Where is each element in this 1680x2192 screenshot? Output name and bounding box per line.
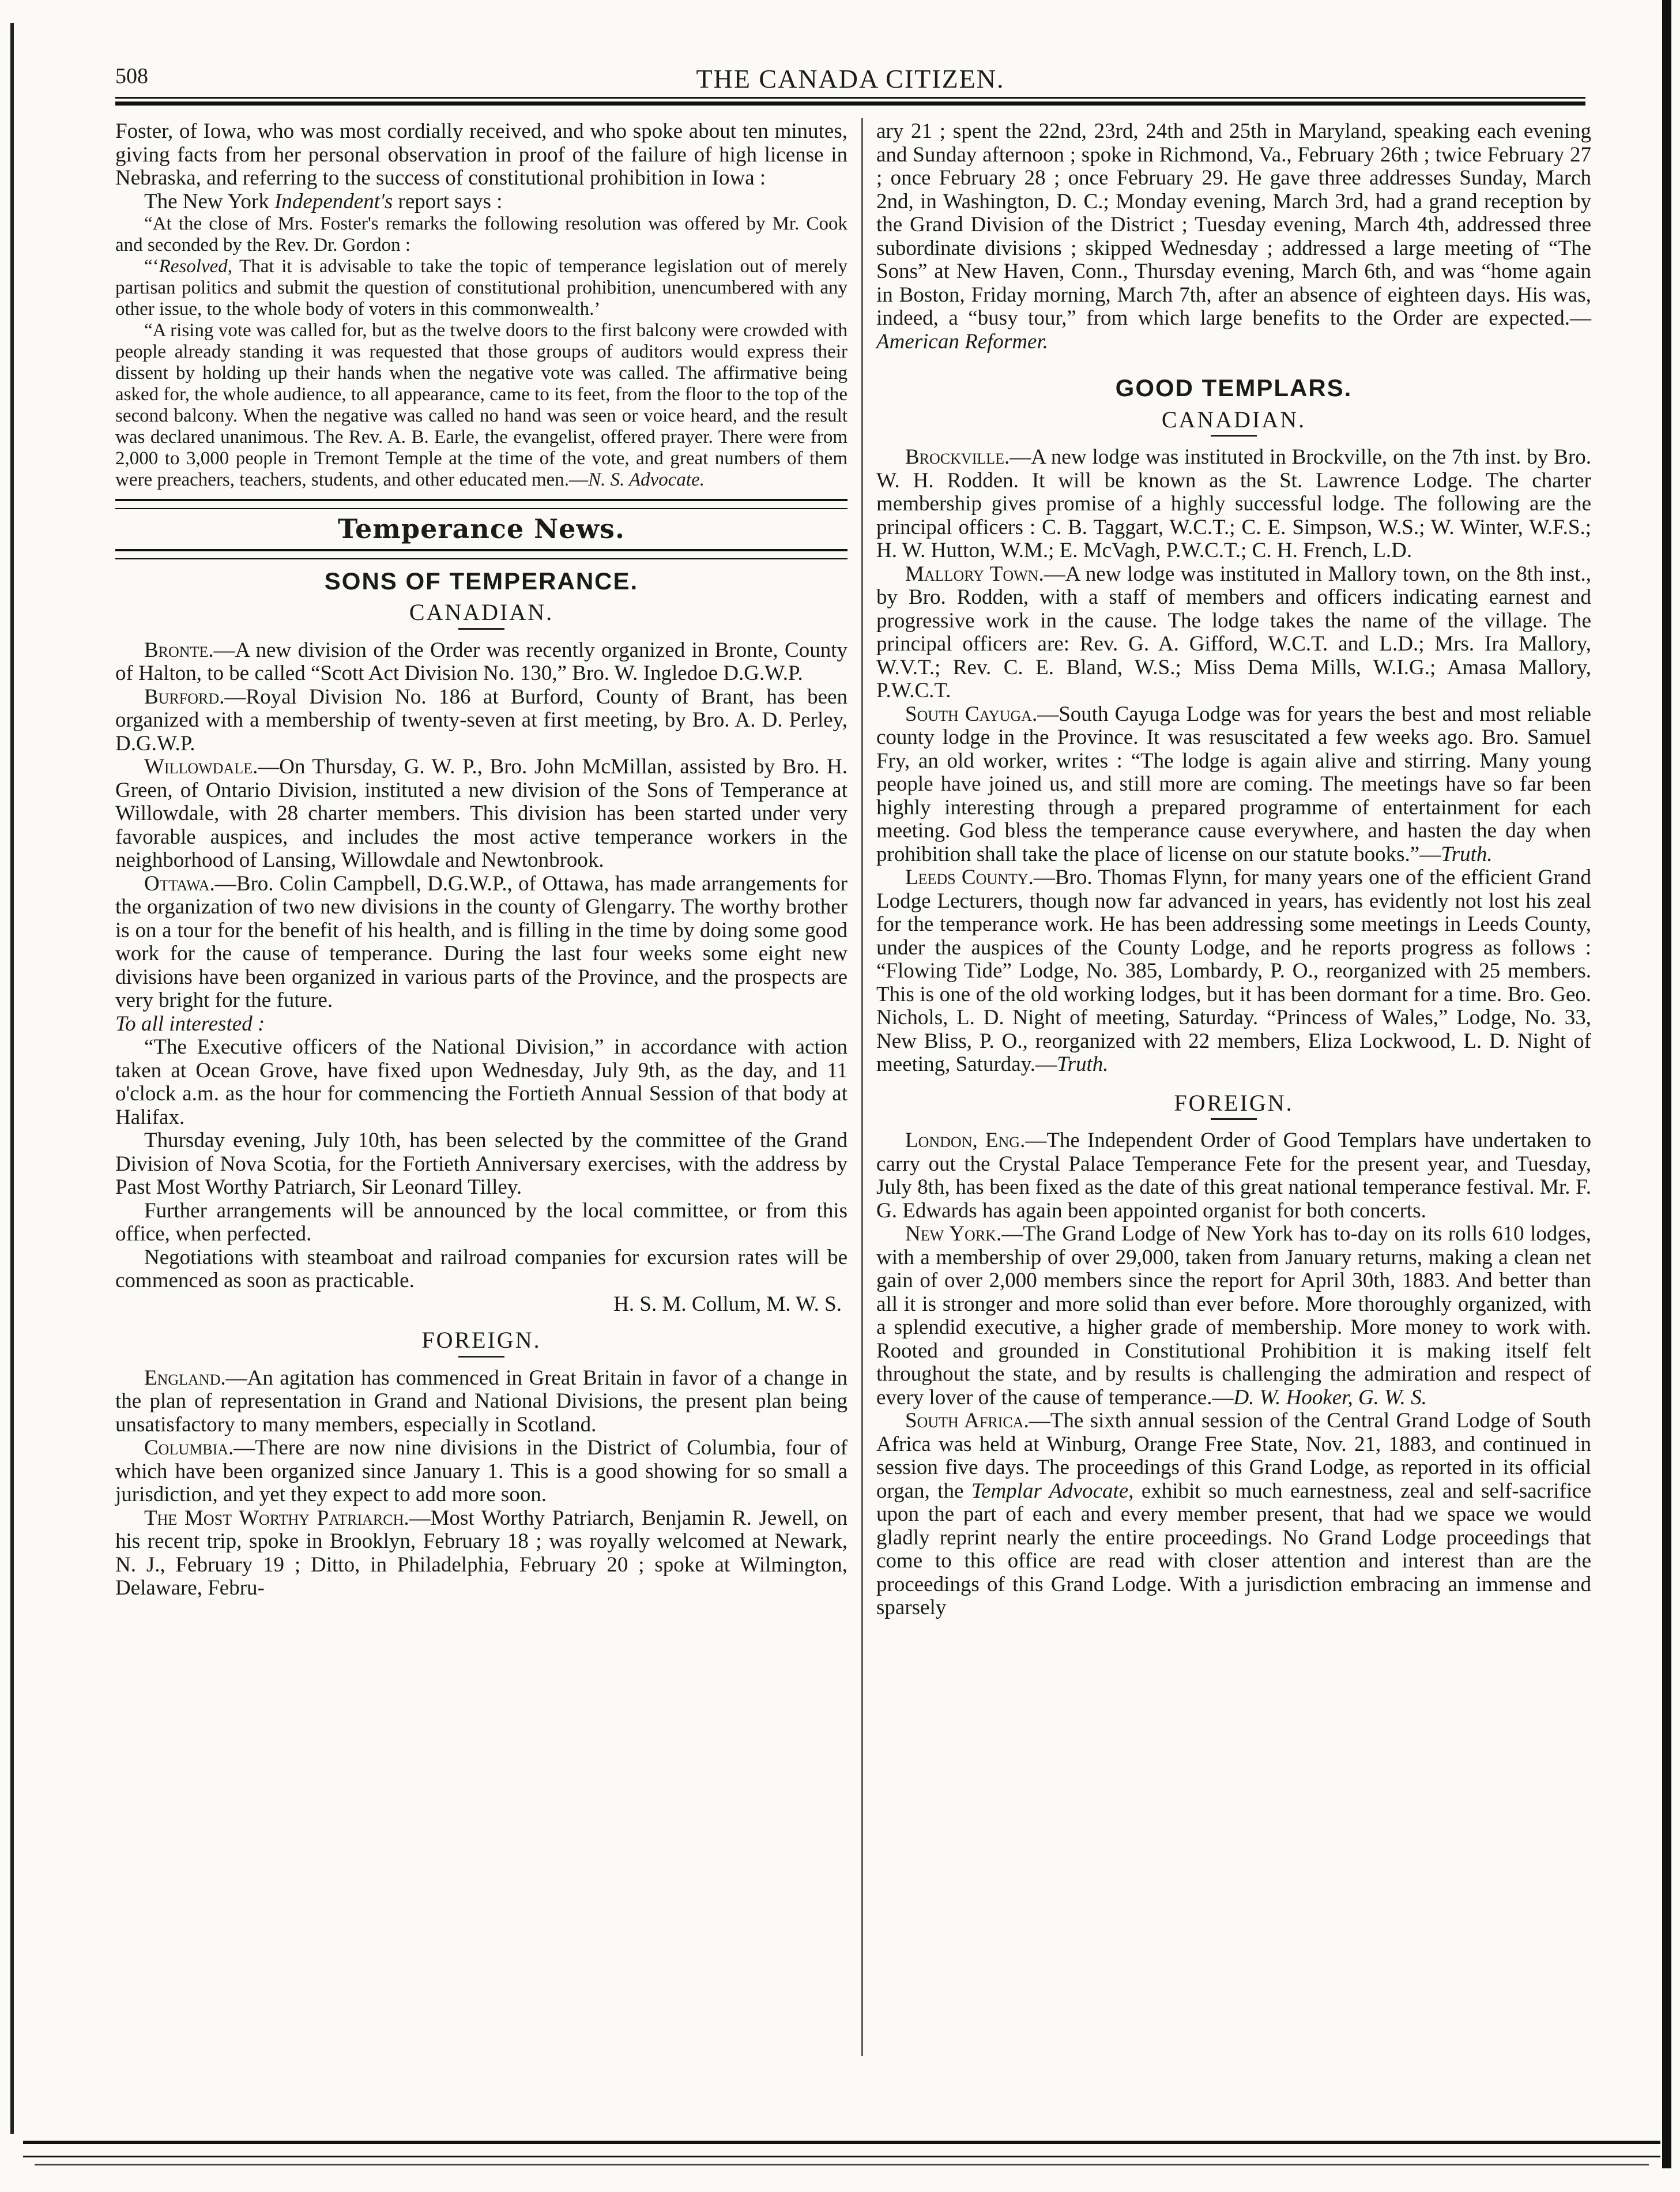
notice-paragraph: Further arrangements will be announced by the local committee, or from this office, when perfected. — [115, 1198, 847, 1246]
region-heading: FOREIGN. — [421, 1327, 541, 1353]
notice-paragraph: Negotiations with steamboat and railroad companies for excursion rates will be commenced as soon as practicable. — [115, 1245, 847, 1292]
masthead-title: THE CANADA CITIZEN. — [696, 64, 1005, 93]
news-item: South Africa.—The sixth annual session of the Central Grand Lodge of South Africa was held at Winburg, Orange Free State, Nov. 21, 1883, and continued in session five days. The proceedings of this Grand Lodge, as reported in its official organ, the Templar Advocate, exhibit so much earnestness, zeal and self-sacrifice upon the part of each and every member present, that had we space we would gladly reprint nearly the entire proceedings. No Grand Lodge proceedings that come to this office are read with closer attention and interest than are the proceedings of this Grand Lodge. With a jurisdiction embracing an immense and sparsely — [876, 1409, 1592, 1619]
page-number: 508 — [115, 64, 148, 88]
header-rule-thick — [115, 101, 1585, 106]
news-item: Mallory Town.—A new lodge was instituted in Mallory town, on the 8th inst., by Bro. Rodden, with a staff of members and officers indicating earnest and progressive work in the cause. The lodge takes the name of the village. The principal officers are: Rev. G. A. Gifford, W.C.T. and L.D.; Mrs. Ira Mallory, W.V.T.; Rev. C. E. Bland, W.S.; Miss Dema Mills, W.I.G.; Amasa Mallory, P.W.C.T. — [876, 562, 1591, 702]
region-heading: CANADIAN. — [1161, 406, 1306, 433]
news-item: The Most Worthy Patriarch.—Most Worthy Patriarch, Benjamin R. Jewell, on his recent trip, spoke in Brooklyn, February 18 ; was royally welcomed at Newark, N. J., February 19 ; Ditto, in Philadelphia, February 20 ; spoke at Wilmington, Delaware, Febru- — [115, 1506, 847, 1600]
news-item: Bronte.—A new division of the Order was recently organized in Bronte, County of Halton, to be called “Scott Act Division No. 130,” Bro. W. Ingledoe D.G.W.P. — [115, 638, 847, 685]
subsection-heading: GOOD TEMPLARS. — [1115, 374, 1353, 401]
region-heading: FOREIGN. — [1174, 1089, 1294, 1116]
article-paragraph: Foster, of Iowa, who was most cordially received, and who spoke about ten minutes, giving facts from her personal observation in proof of the failure of high license in Nebraska, and referring to the success of constitutional prohibition in Iowa : — [115, 119, 847, 190]
article-paragraph: The New York Independent's report says : — [144, 189, 503, 213]
news-item: England.—An agitation has commenced in Great Britain in favor of a change in the plan of representation in Grand and National Divisions, the present plan being unsatisfactory to many members, especially in Scotland. — [115, 1366, 847, 1437]
left-column — [115, 120, 847, 1600]
region-heading: CANADIAN. — [409, 599, 554, 625]
news-item: Leeds County.—Bro. Thomas Flynn, for many years one of the efficient Grand Lodge Lecturers, though now far advanced in years, has evidently not lost his zeal for the temperance work. He has been addressing some meetings in Leeds County, under the auspices of the County Lodge, and he reports progress as follows : “Flowing Tide” Lodge, No. 385, Lombardy, P. O., reorganized with 25 members. This is one of the old working lodges, but it has been dormant for a time. Bro. Geo. Nichols, L. D. Night of meeting, Saturday. “Princess of Wales,” Lodge, No. 33, New Bliss, P. O., reorganized with 22 members, Eliza Lockwood, L. D. Night of meeting, Saturday.—Truth. — [876, 866, 1591, 1076]
news-item: London, Eng.—The Independent Order of Good Templars have undertaken to carry out the Crystal Palace Temperance Fete for the present year, and Tuesday, July 8th, has been fixed as the date of this great national temperance festival. Mr. F. G. Edwards has again been appointed organist for both concerts. — [876, 1129, 1591, 1223]
header-rule — [115, 97, 1585, 99]
section-rule — [115, 549, 847, 559]
notice-paragraph: Thursday evening, July 10th, has been selected by the committee of the Grand Division of Nova Scotia, for the Fortieth Anniversary exercises, with the address by Past Most Worthy Patriarch, Sir Leonard Tilley. — [115, 1129, 847, 1199]
section-rule — [115, 499, 847, 509]
quoted-resolution: “‘Resolved, That it is advisable to take the topic of temperance legislation out of merely partisan politics and submit the question of constitutional prohibition, unencumbered with any other issue, to the whole body of voters in this commonwealth.’ — [115, 256, 847, 319]
news-item-continued: ary 21 ; spent the 22nd, 23rd, 24th and 25th in Maryland, speaking each evening and Sunday afternoon ; spoke in Richmond, Va., February 26th ; twice February 27 ; once February 28 ; once February 29. He gave three addresses Sunday, March 2nd, in Washington, D. C.; Monday evening, March 3rd, had a grand reception by the Grand Division of the District ; Tuesday evening, March 4th, addressed three subordinate divisions ; skipped Wednesday ; addressed a large meeting of “The Sons” at New Haven, Conn., Thursday evening, March 6th, and was “home again in Boston, Friday morning, March 7th, after an absence of eighteen days. His was, indeed, a “busy tour,” from which large benefits to the Order are expected.—American Reformer. — [876, 119, 1591, 354]
footer-rule — [23, 2141, 1660, 2157]
news-item: Brockville.—A new lodge was instituted in Brockville, on the 7th inst. by Bro. W. H. Rodden. It will be known as the St. Lawrence Lodge. The charter membership gives promise of a highly successful lodge. The following are the principal officers : C. B. Taggart, W.C.T.; C. E. Simpson, W.S.; W. Winter, W.F.S.; H. W. Hutton, W.M.; E. McVagh, P.W.C.T.; C. H. French, L.D. — [876, 445, 1591, 562]
column-rule — [861, 118, 863, 2056]
quoted-paragraph: “A rising vote was called for, but as the twelve doors to the first balcony were crowded with people already standing it was requested that those groups of auditors would express their dissent by holding up their hands when the negative vote was called. The affirmative being asked for, the whole audience, to all appearance, came to its feet, from the floor to the top of the second balcony. When the negative was called no hand was seen or voice heard, and the result was declared unanimous. The Rev. A. B. Earle, the evangelist, offered prayer. There were from 2,000 to 3,000 people in Tremont Temple at the time of the vote, and great numbers of them were preachers, teachers, students, and other educated men.—N. S. Advocate. — [115, 320, 847, 490]
heading-rule — [458, 628, 504, 630]
news-item: Ottawa.—Bro. Colin Campbell, D.G.W.P., of Ottawa, has made arrangements for the organization of two new divisions in the county of Glengarry. The worthy brother is on a tour for the benefit of his health, and is filling in the time by doing some good work for the cause of temperance. During the last four weeks some eight new divisions have been organized in various parts of the Province, and the prospects are very bright for the future. — [115, 871, 847, 1012]
signature: H. S. M. Collum, M. W. S. — [613, 1292, 842, 1316]
news-item: Willowdale.—On Thursday, G. W. P., Bro. John McMillan, assisted by Bro. H. Green, of Ontario Division, instituted a new division of the Sons of Temperance at Willowdale, with 28 charter members. This division has been started under very favorable auspices, and includes the most active temperance workers in the neighborhood of Lansing, Willowdale and Newtonbrook. — [115, 755, 847, 872]
news-item: Burford.—Royal Division No. 186 at Burford, County of Brant, has been organized with a membership of twenty-seven at first meeting, by Bro. A. D. Perley, D.G.W.P. — [115, 685, 847, 755]
heading-rule — [458, 1356, 504, 1358]
news-item: Columbia.—There are now nine divisions in the District of Columbia, four of which have been organized since January 1. This is a good showing for so small a jurisdiction, and yet they expect to add more soon. — [115, 1436, 847, 1506]
news-item: New York.—The Grand Lodge of New York has to-day on its rolls 610 lodges, with a membership of over 29,000, taken from January returns, making a clean net gain of over 2,000 members since the report for April 30th, 1883. And better than all it is stronger and more solid than ever before. More thoroughly organized, with a splendid executive, a higher grade of membership. More money to work with. Rooted and grounded in Constitutional Prohibition it is making itself felt throughout the state, and by results is challenging the admiration and respect of every lover of the cause of temperance.—D. W. Hooker, G. W. S. — [876, 1222, 1592, 1409]
subsection-heading: SONS OF TEMPERANCE. — [324, 567, 639, 595]
heading-rule — [1211, 435, 1257, 437]
notice-label: To all interested : — [115, 1012, 265, 1036]
news-item: South Cayuga.—South Cayuga Lodge was for years the best and most reliable county lodge in the Province. It was resuscitated a few weeks ago. Bro. Samuel Fry, an old worker, writes : “The lodge is again alive and stirring. Many young people have joined us, and still more are coming. The meetings have so far been highly interesting through a prepared programme of entertainment for each meeting. God bless the temperance cause everywhere, and hasten the day when prohibition shall take the place of license on our statute books.”—Truth. — [876, 702, 1591, 866]
quoted-paragraph: “At the close of Mrs. Foster's remarks the following resolution was offered by Mr. Cook and seconded by the Rev. Dr. Gordon : — [115, 213, 847, 255]
heading-rule — [1211, 1118, 1257, 1120]
right-column — [876, 120, 1591, 1620]
section-title: Temperance News. — [338, 513, 625, 544]
page-header — [115, 63, 1585, 99]
left-page-edge — [10, 23, 14, 2134]
right-page-edge — [1662, 0, 1671, 2168]
notice-paragraph: “The Executive officers of the National Division,” in accordance with action taken at Ocean Grove, have fixed upon Wednesday, July 9th, as the day, and 11 o'clock a.m. as the hour for commencing the Fortieth Annual Session of that body at Halifax. — [115, 1035, 847, 1129]
footer-rule-thin — [35, 2164, 1649, 2165]
